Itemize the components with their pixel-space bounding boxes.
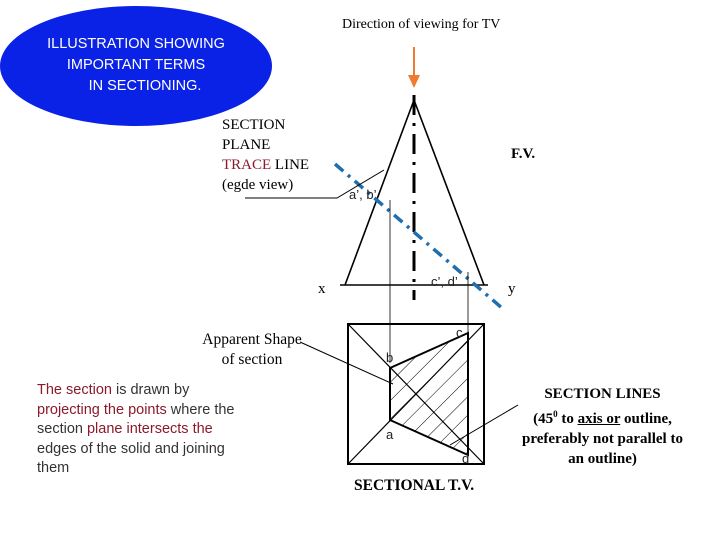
trace-word: TRACE (222, 157, 272, 173)
section-lines-to: to (557, 411, 578, 427)
fv-label: F.V. (511, 146, 536, 162)
title-oval-text (0, 34, 272, 97)
apparent-shape-line1: Apparent Shape (202, 331, 302, 348)
explanation-span2: is drawn by (111, 382, 190, 398)
section-plane-line4: (egde view) (222, 177, 294, 193)
line-word: LINE (271, 157, 310, 173)
explanation-span5: section (37, 421, 87, 437)
title-line-3: IN SECTIONING. (88, 78, 202, 94)
title-line-2: IMPORTANT TERMS (66, 57, 206, 73)
label-x: x (318, 281, 326, 297)
section-lines-axis-or: axis or (577, 411, 621, 427)
section-plane-line3 (222, 155, 309, 175)
label-c: c (456, 325, 463, 340)
explanation-text (37, 381, 307, 479)
sectional-tv-label: SECTIONAL T.V. (354, 477, 475, 494)
explanation-line1 (37, 381, 307, 401)
title-line-1: ILLUSTRATION SHOWING (47, 36, 225, 52)
section-lines-line3: preferably not parallel to (522, 431, 683, 447)
explanation-span1: The section (37, 382, 112, 398)
explanation-span3: projecting the points (37, 401, 167, 418)
direction-label: Direction of viewing for TV (342, 17, 501, 32)
explanation-line2 (37, 401, 307, 421)
label-b: b (386, 350, 394, 365)
explanation-line3 (37, 420, 307, 440)
explanation-span4: where the (166, 401, 235, 418)
section-plane-line1: SECTION (222, 117, 286, 133)
viewing-direction-arrow (408, 47, 420, 88)
section-lines-45: (45 (533, 411, 554, 427)
section-lines-line2 (490, 404, 715, 429)
label-y: y (508, 281, 516, 297)
label-a: a (386, 427, 394, 442)
hatched-section (390, 333, 468, 455)
explanation-span6: plane intersects the (86, 421, 213, 437)
section-lines-line4: an outline) (568, 451, 637, 467)
section-lines-line1: SECTION LINES (544, 386, 661, 402)
section-lines-degree: 0 (553, 409, 558, 419)
label-cd-prime: c’, d’ (431, 274, 458, 289)
apparent-shape-line2: of section (221, 351, 283, 368)
label-ab-prime: a’, b’ (349, 187, 377, 202)
explanation-line4: edges of the solid and joining (37, 440, 225, 457)
apparent-shape-label (183, 330, 321, 370)
explanation-line5: them (37, 460, 70, 476)
section-plane-line2: PLANE (222, 137, 271, 153)
section-lines-label (490, 384, 715, 469)
section-plane-label (222, 115, 309, 195)
section-plane-trace (335, 164, 502, 308)
label-d: d (462, 451, 470, 466)
section-lines-outline: outline, (620, 411, 672, 427)
